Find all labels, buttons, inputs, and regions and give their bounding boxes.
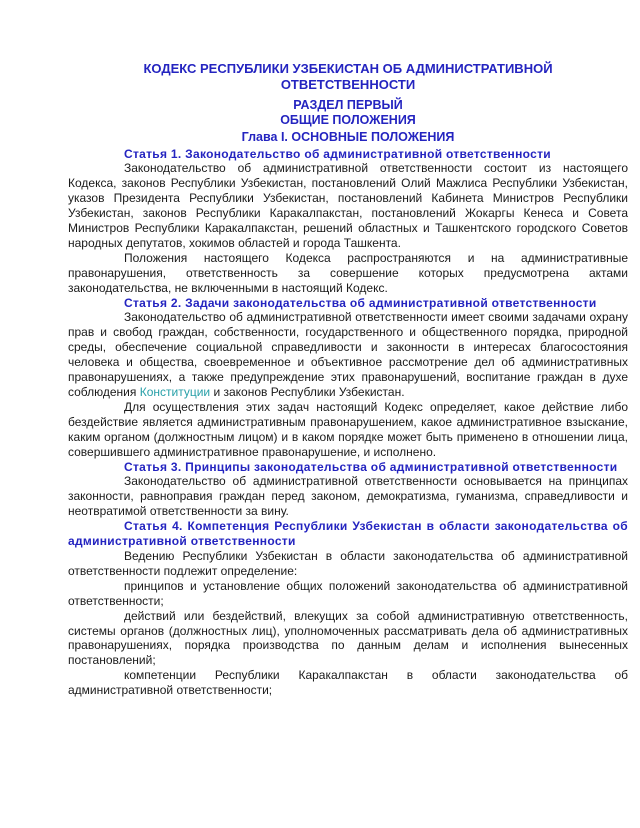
article-heading: Статья 1. Законодательство об административной ответственности — [124, 146, 551, 161]
paragraph: Положения настоящего Кодекса распространяются и на административные правонарушения, ответственность за совершение которых предусмотрена актами законодательства, не включенными в настоящий Кодекс. — [68, 250, 628, 295]
constitution-link[interactable]: Конституции — [139, 385, 211, 399]
paragraph: Законодательство об административной ответственности состоит из настоящего Кодекса, законов Республики Узбекистан, постановлений Олий Мажлиса Республики Узбекистан, указов Президента Республики Узбекистан, постановлений Кабинета Министров Республики Узбекистан, законов Республики Каракалпакстан, постановлений Жокаргы Кенеса и Совета Министров Республики Каракалпакстан, решений областных и Ташкентского городского Советов народных депутатов, хокимов областей и города Ташкента. — [68, 161, 628, 250]
article-heading: Статья 2. Задачи законодательства об административной ответственности — [124, 295, 597, 310]
paragraph: Для осуществления этих задач настоящий Кодекс определяет, какое действие либо бездействие является административным правонарушением, какое административное взыскание, каким органом (должностным лицом) и в каком порядке может быть применено в отношении лица, совершившего административное правонарушение, и исполнено. — [68, 399, 628, 459]
paragraph: действий или бездействий, влекущих за собой административную ответственность, системы органов (должностных лиц), уполномоченных рассматривать дела об административных правонарушениях, порядка производства по данным делам и исполнения вынесенных постановлений; — [68, 608, 628, 668]
paragraph: принципов и установление общих положений законодательства об административной ответственности; — [68, 578, 628, 608]
paragraph: Законодательство об административной ответственности имеет своими задачами охрану прав и свобод граждан, собственности, государственного и общественного порядка, природной среды, обеспечение социальной справедливости и законности в интересах благосостояния человека и общества, своевременное и объективное рассмотрение дел об административных правонарушениях, а также предупреждение этих правонарушений, воспитание граждан в духе соблюдения Конституции и законов Республики Узбекистан. — [68, 310, 628, 399]
article-heading: Статья 3. Принципы законодательства об административной ответственности — [124, 459, 618, 474]
paragraph: компетенции Республики Каракалпакстан в области законодательства об административной ответственности; — [68, 668, 628, 698]
section-subheading: ОБЩИЕ ПОЛОЖЕНИЯ — [280, 112, 416, 127]
article-heading: Статья 4. Компетенция Республики Узбекистан в области законодательства об административной ответственности — [68, 519, 628, 549]
document-body — [68, 147, 628, 699]
paragraph: Ведению Республики Узбекистан в области законодательства об административной ответственности подлежит определение: — [68, 548, 628, 578]
section-heading: РАЗДЕЛ ПЕРВЫЙ — [293, 98, 403, 112]
chapter-heading: Глава I. ОСНОВНЫЕ ПОЛОЖЕНИЯ — [241, 130, 455, 144]
document-title: КОДЕКС РЕСПУБЛИКИ УЗБЕКИСТАН ОБ АДМИНИСТРАТИВНОЙ ОТВЕТСТВЕННОСТИ — [143, 61, 553, 92]
paragraph: Законодательство об административной ответственности основывается на принципах законности, равноправия граждан перед законом, демократизма, гуманизма, справедливости и неотвратимой ответственности за вину. — [68, 474, 628, 519]
